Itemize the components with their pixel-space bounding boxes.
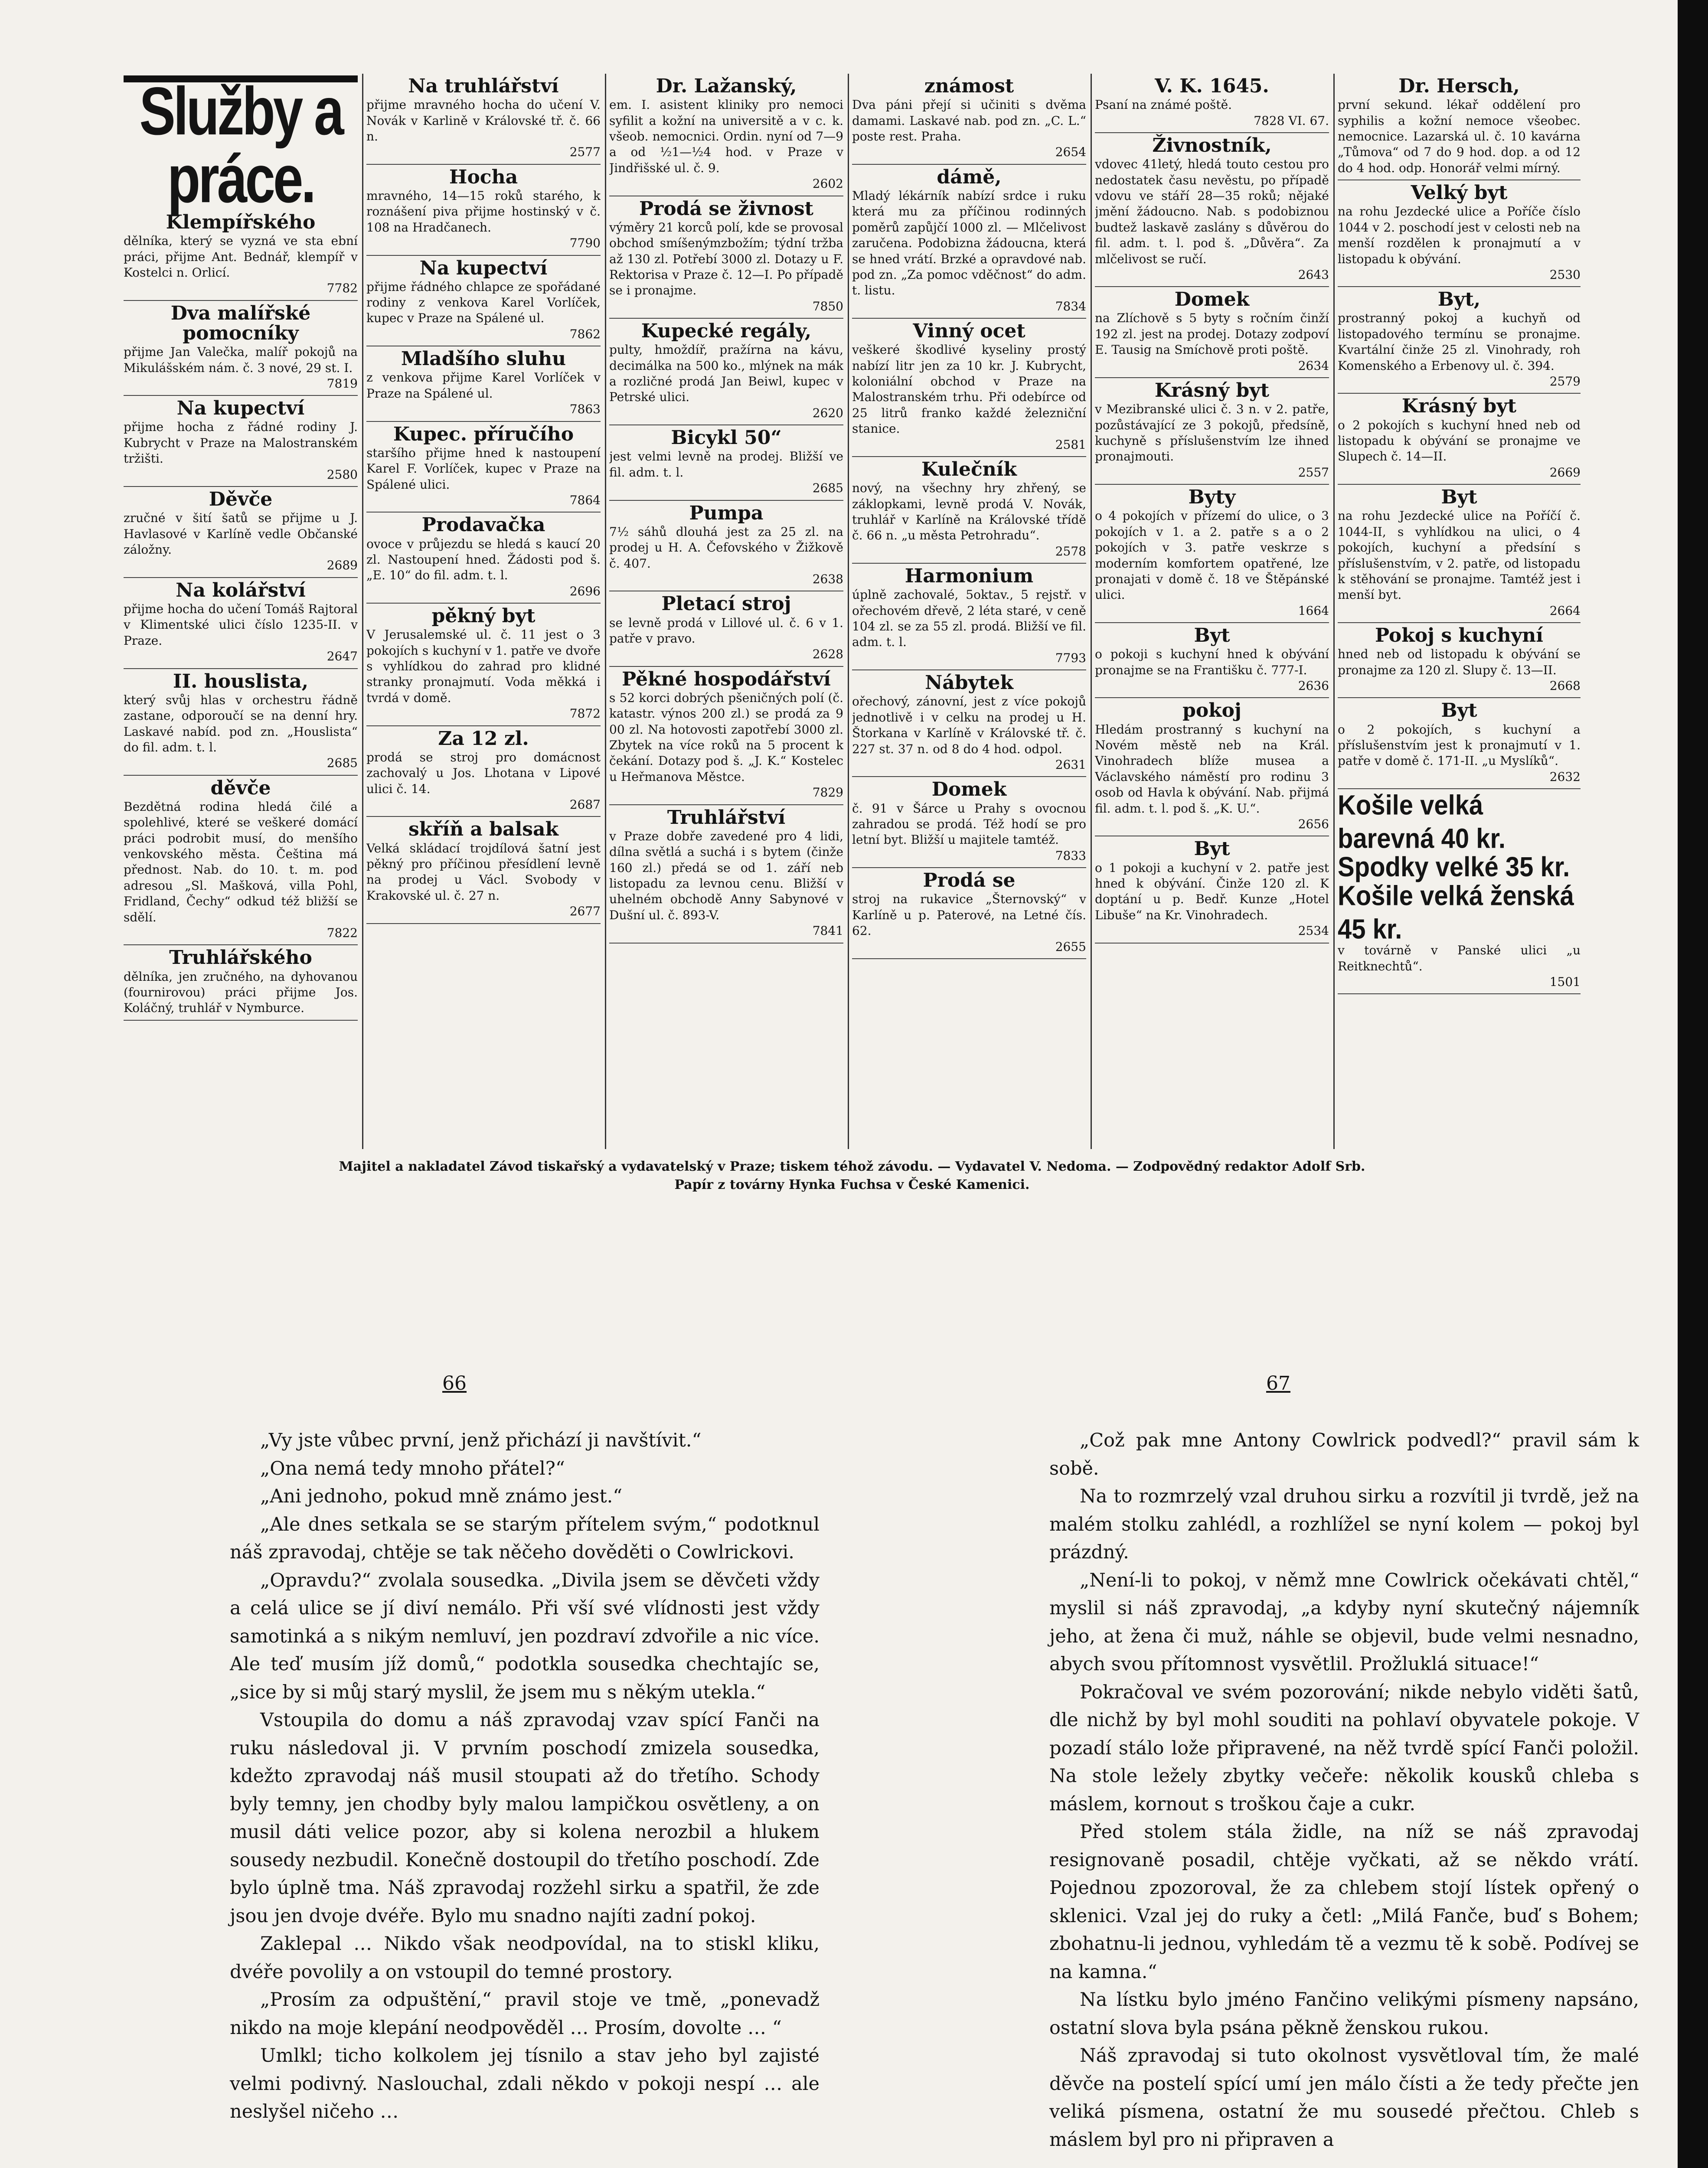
scan-edge-strip	[1678, 0, 1708, 2168]
ad-body: pulty, hmoždíř, pražírna na kávu, decimálka na 500 ko., mlýnek na mák a rozličné prodá Jan Beiwl, kupec v Petrské ulici.	[609, 343, 843, 405]
story-paragraph: Umlkl; ticho kolkolem jej tísnilo a stav jeho byl zajisté velmi podivný. Naslouchal, zdali někdo v pokoji nespí … ale neslyšel ničeho …	[230, 2045, 820, 2122]
ad-title: Bicykl 50“	[671, 427, 782, 449]
ad-body: v Mezibranské ulici č. 3 n. v 2. patře, pozůstávající ze 3 pokojů, předsíně, kuchyně s příslušenstvím lze ihned pronajmouti.	[1095, 402, 1329, 464]
classified-column	[1095, 74, 1329, 1149]
page-number-left: 66	[442, 1372, 467, 1394]
classified-ad	[1095, 133, 1329, 287]
story-paragraph: „Ona nemá tedy mnoho přátel?“	[260, 1457, 565, 1479]
ad-number: 7833	[1055, 848, 1086, 863]
ad-title: II. houslista,	[173, 670, 309, 692]
ad-number: 2557	[1298, 465, 1329, 480]
ad-body: jest velmi levně na prodej. Bližší ve fil. adm. t. l.	[609, 449, 843, 480]
ad-title: Kulečník	[921, 458, 1017, 480]
ad-number: 2578	[1055, 544, 1086, 558]
ad-title: děvče	[210, 777, 271, 799]
classified-ad	[609, 591, 843, 666]
ad-title: pokoj	[1182, 699, 1241, 722]
ad-body: Mladý lékárník nabízí srdce i ruku která mu za příčinou rodinných poměrů zapůjčí 1000 zl. — Mlčelivost zaručena. Podobizna žádoucna, která se hned vrátí. Brzké a opravdové nab. pod zn. „Za pomoc vděčnost“ do adm. t. listu.	[852, 188, 1086, 298]
ad-title: Klempířského	[166, 211, 316, 233]
classified-ad	[1338, 287, 1581, 394]
ad-title: pěkný byt	[431, 605, 536, 627]
ad-title: Velký byt	[1411, 182, 1508, 204]
ad-title: Nábytek	[925, 672, 1013, 694]
story-paragraph: Náš zpravodaj si tuto okolnost vysvětloval tím, že malé děvče na postelí spící umí jen málo čísti a že tedy přečte jen veliká písmena, ostatní že mu sousedé přečtou. Chleb s máslem byl pro ni připraven a	[1049, 2045, 1639, 2151]
column-rule	[362, 74, 363, 1149]
ad-number: 2628	[812, 647, 843, 662]
classified-ad	[366, 817, 601, 924]
ad-title: známost	[924, 75, 1014, 97]
classified-ad	[1338, 74, 1581, 180]
ad-title: Mladšího sluhu	[401, 348, 566, 370]
ad-number: 7822	[327, 926, 358, 940]
classified-ad	[124, 396, 358, 487]
ad-number: 2664	[1549, 603, 1581, 618]
ad-title: Krásný byt	[1401, 395, 1517, 418]
ad-body: Hledám prostranný s kuchyní na Novém městě neb na Král. Vinohradech blíže musea a Václavského náměstí pro rodinu 3 osob od Havla k obývání. Nab. přijmá fil. adm. t. l. pod š. „K. U.“.	[1095, 722, 1329, 816]
ad-title: Byt	[1194, 624, 1230, 647]
classified-ad	[366, 74, 601, 165]
ad-body: přijme řádného chlapce ze spořádané rodiny z venkova Karel Vorlíček, kupec v Praze na Spálené ul.	[366, 279, 601, 326]
ad-body: se levně prodá v Lillové ul. č. 6 v 1. patře v pravo.	[609, 615, 843, 646]
ad-title: Kupec. příručího	[393, 423, 574, 445]
ad-number: 2636	[1298, 679, 1329, 693]
story-paragraph: Na lístku bylo jméno Fančino velikými písmeny napsáno, ostatní slova byla psána pěkně ženskou rukou.	[1049, 1989, 1639, 2039]
story-paragraph: Pokračoval ve svém pozorování; nikde nebylo viděti šatů, dle nichž by byl mohl souditi na pohlaví obyvatele pokoje. V pozadí stálo lože připravené, na něž tvrdě spící Fanči položil. Na stole ležely zbytky večeře: několik kousků chleba s máslem, kornout s troškou čaje a cukr.	[1049, 1681, 1639, 1815]
imprint	[124, 1158, 1581, 1194]
ad-number: 2685	[327, 756, 358, 771]
classified-column	[852, 74, 1086, 1149]
ad-body: ořechový, zánovní, jest z více pokojů jednotlivě i v celku na prodej u H. Štorkana v Karlíně v Královské tř. č. 227 st. 37 n. od 8 do 4 hod. odpol.	[852, 694, 1086, 756]
ad-body: na Zlíchově s 5 byty s ročním činží 192 zl. jest na prodej. Dotazy zodpoví E. Tausig na Smíchově proti poště.	[1095, 311, 1329, 357]
ad-title: Za 12 zl.	[438, 727, 529, 750]
classified-ad	[366, 422, 601, 513]
classified-ad	[366, 256, 601, 347]
ad-number: 2581	[1055, 437, 1086, 452]
story-paragraph: Vstoupila do domu a náš zpravodaj vzav spící Fanči na ruku následoval ji. V prvním poschodí zmizela sousedka, kdežto zpravodaj náš musil stoupati až do třetího. Schody byly temny, jen chodby byly malou lampičkou osvětleny, a on musil dáti velice pozor, aby si kolena nerozbil a hlukem sousedy nezbudil. Konečně dostoupil do třetího poschodí. Zde bylo úplně tma. Náš zpravodaj rozžehl sirku a spatřil, že zde jsou jen dvoje dvéře. Bylo mu snadno najíti zadní pokoj.	[230, 1709, 820, 1927]
ad-title: Byty	[1188, 486, 1236, 509]
ad-title: Prodá se živnost	[639, 197, 813, 220]
classified-ad	[1095, 287, 1329, 378]
ad-number: 7872	[569, 706, 601, 721]
classified-ad	[1095, 485, 1329, 623]
ad-number: 2579	[1549, 374, 1581, 389]
classified-ad	[1338, 698, 1581, 789]
ad-body: V Jerusalemské ul. č. 11 jest o 3 pokojích s kuchyní v 1. patře ve dvoře s vyhlídkou do zahrad pro klidné stranky pronajmutí. Voda měkká i tvrdá v domě.	[366, 627, 601, 705]
classified-column	[1338, 74, 1581, 1149]
ad-body: první sekund. lékař oddělení pro syphilis a kožní nemoce všeobec. nemocnice. Lazarská ul. č. 10 kavárna „Tůmova“ od 7 do 9 hod. dop. a od 12 do 4 hod. odp. Honorář velmi mírný.	[1338, 98, 1581, 175]
ad-body: výměry 21 korců polí, kde se provosal obchod smíšenýmzbožím; týdní tržba až 130 zl. Potřebí 3000 zl. Dotazy u F. Rektorisa v Praze č. 12—I. Po případě se i pronajme.	[609, 220, 843, 298]
ad-number: 2696	[569, 584, 601, 598]
classified-ad	[609, 196, 843, 319]
ad-body: úplně zachovalé, 5oktav., 5 rejstř. v ořechovém dřevě, 2 léta staré, v ceně 104 zl. se za 55 zl. prodá. Bližší ve fil. adm. t. l.	[852, 588, 1086, 650]
ad-number: 2577	[569, 145, 601, 160]
ad-number: 1501	[1549, 974, 1581, 989]
ad-body: Psaní na známé poště.	[1095, 98, 1232, 112]
classified-column	[609, 74, 843, 1149]
ad-number: 2634	[1298, 358, 1329, 373]
ad-number: 7829	[812, 785, 843, 800]
ad-body: hned neb od listopadu k obývání se pronajme za 120 zl. Slupy č. 13—II.	[1338, 647, 1581, 677]
ad-body: o 1 pokoji a kuchyní v 2. patře jest hned k obývání. Činže 120 zl. K doptání u p. Bedř. Kunze „Hotel Libuše“ na Kr. Vinohradech.	[1095, 860, 1329, 922]
classified-ad	[609, 425, 843, 500]
ad-body: přijme hocha z řádné rodiny J. Kubrycht v Praze na Malostranském tržišti.	[124, 420, 358, 466]
story-paragraph: „Není-li to pokoj, v němž mne Cowlrick očekávati chtěl,“ myslil si náš zpravodaj, „a kdyby nyní skutečný nájemník jeho, at žena či muž, náhle se objevil, bude velmi nesnadno, abych svou přítomnost vysvětlil. Prožluklá situace!“	[1049, 1569, 1639, 1675]
ad-number: 7841	[812, 924, 843, 938]
ad-number: 2620	[812, 405, 843, 420]
ad-body: na rohu Jezdecké ulice na Poříčí č. 1044-II, s vyhlídkou na ulici, o 4 pokojích, kuchyní a předsíní s příslušenstvím, v 2. patře, od listopadu k stěhování se pronajme. Tamtéž jest i menší byt.	[1338, 509, 1581, 602]
story-paragraph: „Opravdu?“ zvolala sousedka. „Divila jsem se děvčeti vždy a celá ulice se jí diví nemálo. Při vší své vlídnosti jest vždy samotinká a s nikým nemluví, jen pozdraví zdvořile a nic více. Ale teď musím jíž domů,“ podotkla sousedka chechtajíc se, „sice by si můj starý myslil, že jsem mu s někým utekla.“	[230, 1569, 820, 1703]
ad-title: Byt	[1441, 699, 1477, 722]
ad-number: 2631	[1055, 757, 1086, 772]
story-paragraph: Zaklepal … Nikdo však neodpovídal, na to stiskl kliku, dvéře povolily a on vstoupil do temné prostory.	[230, 1933, 820, 1983]
ad-body: veškeré škodlivé kyseliny prostý nabízí litr jen za 10 kr. J. Kubrycht, koloniální obchod v Praze na Malostranském trhu. Při odebírce od 25 litrů franko každé železniční stanice.	[852, 343, 1086, 436]
ad-body: o pokoji s kuchyní hned k obývání pronajme se na Františku č. 777-I.	[1095, 647, 1329, 677]
ad-body: ovoce v průjezdu se hledá s kaucí 20 zl. Nastoupení hned. Žádosti pod š. „E. 10“ do fil. adm. t. l.	[366, 536, 601, 583]
ad-body: o 2 pokojích, s kuchyní a příslušenstvím jest k pronajmutí v 1. patře v domě č. 171-II. „u Myslíků“.	[1338, 722, 1581, 768]
ad-title: Krásný byt	[1154, 379, 1270, 402]
column-rule	[1091, 74, 1092, 1149]
classified-ad	[609, 501, 843, 592]
ad-body: dělníka, jen zručného, na dyhovanou (fournirovou) práci přijme Jos. Koláčný, truhlář v Nymburce.	[124, 969, 358, 1015]
classified-ad	[609, 667, 843, 805]
ad-body: který svůj hlas v orchestru řádně zastane, odporoučí se na denní hry. Laskavé nabíd. pod zn. „Houslista“ do fil. adm. t. l.	[124, 692, 358, 754]
ad-number: 2580	[327, 467, 358, 482]
ad-body: přijme Jan Valečka, malíř pokojů na Mikulášském nám. č. 3 nové, 29 st. I.	[124, 345, 358, 375]
ad-number: 1664	[1298, 603, 1329, 618]
story-page-left	[230, 1427, 820, 2126]
classified-ad	[124, 210, 358, 301]
ad-body: č. 91 v Šárce u Prahy s ovocnou zahradou se prodá. Též hodí se pro letní byt. Bližší u majitele tamtéž.	[852, 801, 1086, 847]
ad-number: 7863	[569, 402, 601, 417]
ad-title: Vinný ocet	[913, 320, 1025, 343]
classified-ad	[1338, 623, 1581, 698]
story-paragraph: Před stolem stála židle, na níž se náš zpravodaj resignovaně posadil, chtěje vyčkati, až se někdo vrátí. Pojednou zpozoroval, že za chlebem stojí lístek opřený o sklenici. Vzal jej do ruky a četl: „Milá Fanče, buď s Bohem; zbohatnu-li jednou, vyhledám tě a vezmu tě k sobě. Podívej se na kamna.“	[1049, 1821, 1639, 1983]
column-rule	[848, 74, 849, 1149]
ad-number: 7782	[327, 281, 358, 296]
ad-body: dělníka, který se vyzná ve sta ební práci, přijme Ant. Bednář, klempíř v Kostelci n. Orlicí.	[124, 234, 358, 280]
ad-title: Prodavačka	[421, 514, 545, 536]
ad-body: v Praze dobře zavedené pro 4 lidi, dílna světlá a suchá i s bytem (činže 160 zl.) předá se od 1. září neb listopadu za levnou cenu. Bližší v uhelném obchodě Anny Sabynové v Dušní ul. č. 893-V.	[609, 829, 843, 922]
classified-ad	[852, 319, 1086, 457]
ad-title: Domek	[1174, 288, 1250, 311]
ad-title: Dva malířské pomocníky	[170, 302, 311, 344]
classified-ad	[366, 346, 601, 421]
classified-ad	[1095, 623, 1329, 698]
story-paragraph: „Prosím za odpuštění,“ pravil stoje ve tmě, „ponevadž nikdo na moje klepání neodpověděl … Prosím, dovolte … “	[230, 1989, 820, 2039]
story-page-right	[1049, 1427, 1639, 2154]
ad-body: mravného, 14—15 roků starého, k roznášení piva přijme hostinský v č. 108 na Hradčanech.	[366, 188, 601, 235]
ad-title: Děvče	[209, 488, 273, 511]
ad-number: 7790	[569, 236, 601, 251]
ad-body: stroj na rukavice „Šternovský“ v Karlíně u p. Paterové, na Letné čís. 62.	[852, 892, 1086, 938]
ad-number: 7834	[1055, 299, 1086, 313]
classified-ad	[1338, 180, 1581, 287]
classified-column	[124, 74, 358, 1149]
classified-ad	[852, 670, 1086, 777]
ad-title: Truhlářského	[169, 947, 312, 969]
ad-title: Prodá se	[923, 869, 1016, 892]
ad-number: 2654	[1055, 145, 1086, 160]
ad-number: 2668	[1549, 679, 1581, 693]
ad-body: Velká skládací trojdílová šatní jest pěkný pro příčinou přesídlení levně na prodej u Václ. Svobody v Krakovské ul. č. 27 n.	[366, 841, 601, 903]
classified-ad	[1338, 485, 1581, 623]
ad-body: na rohu Jezdecké ulice a Poříče číslo 1044 v 2. poschodí jest v celosti neb na menší rozdělen k pronajmutí a v listopadu k obývání.	[1338, 204, 1581, 266]
story-paragraph: Na to rozmrzelý vzal druhou sirku a rozvítil ji tvrdě, jež na malém stolku zahlédl, a rozhlížel se nyní kolem — pokoj byl prázdný.	[1049, 1486, 1639, 1563]
ad-body: o 2 pokojích s kuchyní hned neb od listopadu k obývání se pronajme ve Slupech č. 14—II.	[1338, 418, 1581, 464]
ad-number: 2689	[327, 558, 358, 573]
ad-title: Na kolářství	[176, 579, 306, 601]
classified-ad	[852, 777, 1086, 868]
classified-ad	[366, 604, 601, 726]
shirt-ad-line: Košile velká barevná 40 kr.	[1338, 790, 1506, 854]
ad-title: skříň a balsak	[408, 818, 559, 841]
ad-number: 2602	[812, 176, 843, 191]
shirt-ad-footer: v továrně v Panské ulici „u Reitknechtů“.	[1338, 943, 1581, 973]
ad-body: o 4 pokojích v přízemí do ulice, o 3 pokojích v 1. a 2. patře s a o 2 pokojích v 3. patře veskrze s moderním komfortem opatřené, lze pronajati v domě č. 18 ve Štěpánské ulici.	[1095, 509, 1329, 602]
classified-ad	[366, 165, 601, 256]
classified-ad	[1095, 74, 1329, 133]
ad-number: 2656	[1298, 816, 1329, 831]
ad-number: 2638	[812, 571, 843, 586]
classified-ad	[124, 669, 358, 776]
ad-title: Truhlářství	[667, 806, 786, 829]
ad-title: Domek	[931, 778, 1007, 801]
ad-number: 7864	[569, 493, 601, 507]
ad-number: 2534	[1298, 924, 1329, 938]
ad-title: Na truhlářství	[408, 75, 559, 97]
ad-number: 2677	[569, 904, 601, 919]
ad-title: Harmonium	[905, 565, 1034, 588]
ad-number: 2685	[812, 481, 843, 496]
ad-number: 2655	[1055, 939, 1086, 954]
ad-title: Byt	[1194, 838, 1230, 860]
ad-title: Pěkné hospodářství	[622, 668, 831, 690]
ad-body: přijme hocha do učení Tomáš Rajtoral v Klimentské ulici číslo 1235-II. v Praze.	[124, 601, 358, 648]
shirt-ad	[1338, 789, 1581, 994]
ad-title: Pletací stroj	[661, 593, 791, 615]
story-paragraph: „Vy jste vůbec první, jenž přichází ji navštívit.“	[260, 1430, 702, 1451]
ad-body: z venkova přijme Karel Vorlíček v Praze na Spálené ul.	[366, 370, 601, 401]
ad-number: 2643	[1298, 267, 1329, 282]
classified-ad	[124, 776, 358, 946]
ad-body: nový, na všechny hry zhřený, se záklopkami, levně prodá V. Novák, truhlář v Karlíně na Královské třídě č. 66 n. „u města Petrohradu“.	[852, 481, 1086, 543]
ad-title: Živnostník,	[1152, 134, 1272, 157]
ad-title: Kupecké regály,	[641, 320, 812, 343]
classified-column	[366, 74, 601, 1149]
ad-body: staršího přijme hned k nastoupení Karel F. Vorlíček, kupec v Praze na Spálené ulici.	[366, 445, 601, 492]
classified-ad	[852, 165, 1086, 319]
ad-number: 2530	[1549, 267, 1581, 282]
classified-ad	[1338, 394, 1581, 485]
column-rule	[605, 74, 606, 1149]
ad-title: Pokoj s kuchyní	[1375, 624, 1543, 647]
ad-body: přijme mravného hocha do učení V. Novák v Karlině v Královské tř. č. 66 n.	[366, 98, 601, 144]
ad-body: Bezdětná rodina hledá čilé a spolehlivé, které se veškeré domácí práci podrobit musí, do menšího venkovského města. Čeština má přednost. Nab. do 10. t. m. pod adresou „Sl. Mašková, villa Pohl, Fridland, Čechy“ odkud též bližší se sdělí.	[124, 799, 358, 924]
ad-number: 7862	[569, 327, 601, 341]
ad-title: Pumpa	[689, 502, 764, 524]
shirt-ad-line: Spodky velké 35 kr.	[1338, 852, 1570, 883]
classified-ad	[366, 513, 601, 604]
story-paragraph: „Ale dnes setkala se se starým přítelem svým,“ podotknul náš zpravodaj, chtěje se tak něčeho dověděti o Cowlrickovi.	[230, 1513, 820, 1563]
classified-ad	[124, 487, 358, 578]
ad-body: Dva páni přejí si učiniti s dvěma damami. Laskavé nab. pod zn. „C. L.“ poste rest. Praha.	[852, 98, 1086, 144]
classified-ad	[124, 945, 358, 1020]
ad-number: 2669	[1549, 465, 1581, 480]
ad-body: 7½ sáhů dlouhá jest za 25 zl. na prodej u H. A. Čefovského v Žižkově č. 407.	[609, 524, 843, 571]
ad-title: Dr. Hersch,	[1398, 75, 1520, 97]
ad-title: dámě,	[937, 166, 1002, 188]
imprint-line: Majitel a nakladatel Závod tiskařský a vydavatelský v Praze; tiskem téhož závodu. — Vydavatel V. Nedoma. — Zodpovědný redaktor Adolf Srb.	[339, 1159, 1365, 1174]
imprint-line: Papír z továrny Hynka Fuchsa v České Kamenici.	[674, 1177, 1030, 1192]
ad-body: zručné v šití šatů se přijme u J. Havlasové v Karlíně vedle Občanské záložny.	[124, 511, 358, 557]
ad-body: s 52 korci dobrých pšeničných polí (č. katastr. výnos 200 zl.) se prodá za 9 00 zl. Na hotovosti zapotřebí 3000 zl. Zbytek na více roků na 5 procent k čekání. Dotazy pod š. „J. K.“ Kostelec u Heřmanova Městce.	[609, 690, 843, 784]
ad-number: 7793	[1055, 650, 1086, 665]
classified-ad	[366, 726, 601, 817]
ad-number: 7850	[812, 299, 843, 313]
classified-ad	[1095, 836, 1329, 943]
ad-number: 2687	[569, 797, 601, 812]
ad-title: Na kupectví	[176, 397, 305, 420]
classified-ad	[1095, 698, 1329, 836]
classifieds-page	[124, 74, 1581, 1192]
ad-title: Byt,	[1437, 288, 1481, 311]
ad-title: V. K. 1645.	[1155, 75, 1269, 97]
ad-body: em. I. asistent kliniky pro nemoci syfilit a kožní na universitě a v c. k. všeob. nemocnici. Ordin. nyní od 7—9 a od ½1—½4 hod. v Praze v Jindřišské ul. č. 9.	[609, 98, 843, 175]
ad-body: vdovec 41letý, hledá touto cestou pro nedostatek času nevěstu, po případě vdovu ve stáří 28—35 roků; nějaké jmění žádoucno. Nab. s podobiznou budtež laskavě zaslány s důvěrou do fil. adm. t. l. pod š. „Důvěra“. Za mlčelivost se ručí.	[1095, 157, 1329, 266]
section-title: Služby a práce.	[139, 74, 342, 217]
classified-ad	[1095, 378, 1329, 485]
column-rule	[1333, 74, 1335, 1149]
ad-number: 2632	[1549, 769, 1581, 784]
story-paragraph: „Ani jednoho, pokud mně známo jest.“	[260, 1486, 623, 1507]
ad-number: 7828 VI. 67.	[1254, 113, 1329, 128]
classified-ad	[852, 564, 1086, 670]
page-number-right: 67	[1266, 1372, 1290, 1394]
classified-ad	[124, 578, 358, 669]
ad-number: 7819	[327, 376, 358, 391]
ad-body: prostranný pokoj a kuchyň od listopadového termínu se pronajme. Kvartální činže 25 zl. Vinohrady, roh Komenského a Erbenovy ul. č. 394.	[1338, 311, 1581, 373]
classified-ad	[852, 868, 1086, 959]
classified-ad	[609, 74, 843, 196]
ad-number: 2647	[327, 649, 358, 664]
classified-ad	[852, 74, 1086, 165]
story-paragraph: „Což pak mne Antony Cowlrick podvedl?“ pravil sám k sobě.	[1049, 1430, 1639, 1479]
ad-title: Na kupectví	[419, 257, 548, 279]
ad-title: Hocha	[449, 166, 518, 188]
classified-ad	[609, 805, 843, 944]
ad-title: Dr. Lažanský,	[656, 75, 797, 97]
classified-ad	[852, 457, 1086, 564]
shirt-ad-line: Košile velká ženská 45 kr.	[1338, 880, 1574, 945]
ad-body: prodá se stroj pro domácnost zachovalý u Jos. Lhotana v Lipové ulici č. 14.	[366, 750, 601, 796]
ad-title: Byt	[1441, 486, 1477, 509]
classified-ad	[124, 301, 358, 396]
classified-ad	[609, 319, 843, 425]
